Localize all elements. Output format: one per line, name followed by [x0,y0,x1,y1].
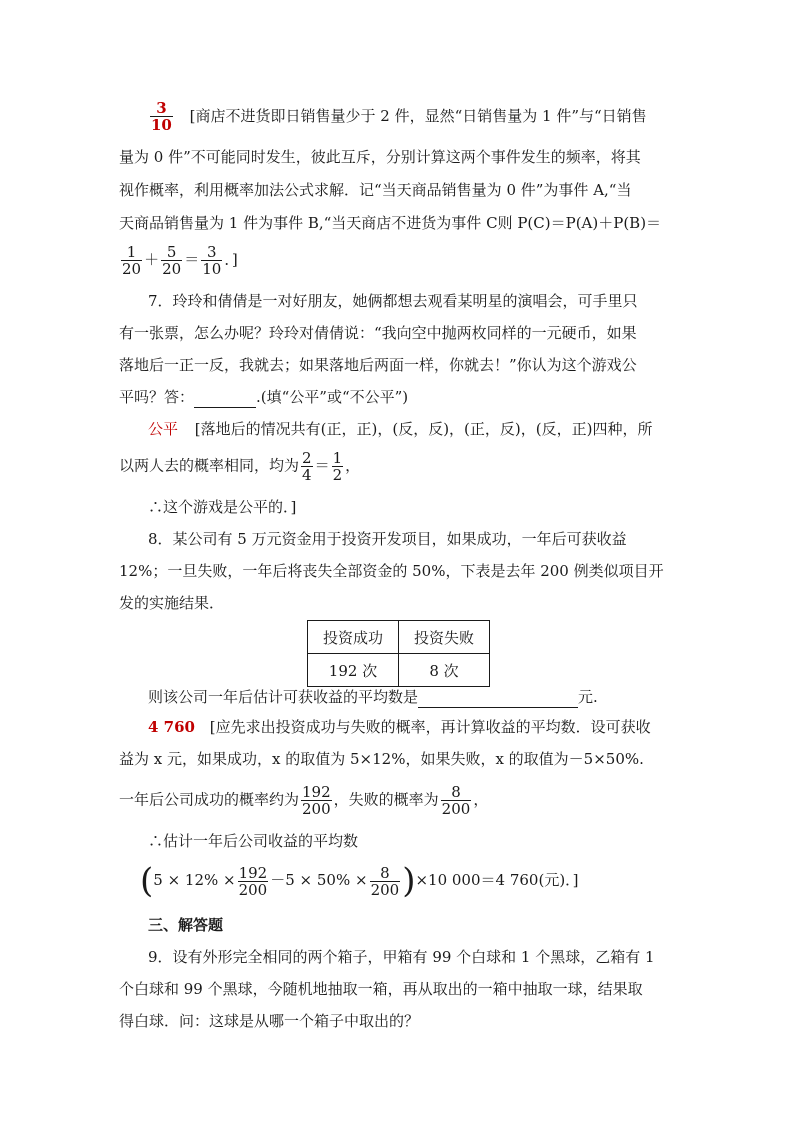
q8-explanation-line: 一年后公司成功的概率约为 $\frac{192}{200}$ ，失败的概率为 $\frac{8}{200}$ ， [119,783,489,818]
q6-explanation-line: 视作概率，利用概率加法公式求解．记“当天商品销售量为 0 件”为事件 A,“当 [119,181,632,199]
q9-question-line: 得白球．问：这球是从哪一个箱子中取出的？ [119,1012,420,1030]
answer-blank[interactable] [418,689,578,708]
section-title: 三、解答题 [148,916,224,934]
left-paren: ( [140,861,154,901]
q8-answer-line: 4 760 [应先求出投资成功与失败的概率，再计算收益的平均数．设可获收 [148,718,651,736]
fraction: $\frac{2}{4}$ [302,449,312,484]
q6-explanation-line: 天商品销售量为 1 件为事件 B,“当天商店不进货为事件 C则 P(C)＝P(A)＋P(B)＝ [119,214,662,232]
table-cell-failure: 8 次 [399,654,490,687]
q8-explanation-line: ∴估计一年后公司收益的平均数 [148,832,359,850]
q7-question-line: 有一张票，怎么办呢？玲玲对倩倩说：“我向空中抛两枚同样的一元硬币，如果 [119,324,637,342]
q6-explanation-line: 量为 0 件”不可能同时发生，彼此互斥，分别计算这两个事件发生的频率，将其 [119,148,641,166]
q7-explanation-line: 以两人去的概率相同，均为 $\frac{2}{4}$ ＝ $\frac{1}{2}$ ， [119,449,361,484]
fraction: $\frac{8}{200}$ [370,863,400,899]
q7-conclusion: ∴这个游戏是公平的．] [148,498,297,516]
right-paren: ) [402,861,416,901]
q7-question-line: 平吗？答： .(填“公平”或“不公平”) [119,388,409,406]
q9-question-line: 个白球和 99 个黑球，今随机地抽取一箱，再从取出的一箱中抽取一球，结果取 [119,980,643,998]
q8-question-line: 12%；一旦失败，一年后将丧失全部资金的 50%，下表是去年 200 例类似项目开 [119,562,664,580]
q7-answer-line: 公平 [落地后的情况共有(正，正)，(反，反)，(正，反)，(反，正)四种，所 [148,420,653,438]
q8-question-line: 8．某公司有 5 万元资金用于投资开发项目，如果成功，一年后可获收益 [148,530,627,548]
q6-explanation-line: [商店不进货即日销售量少于 2 件，显然“日销售量为 1 件”与“日销售 [189,106,647,125]
q8-explanation-line: 益为 x 元，如果成功，x 的取值为 5×12%，如果失败，x 的取值为－5×50%. [119,750,644,768]
fraction: $\frac{8}{200}$ [441,783,471,818]
fraction: $\frac{1}{20}$ [122,243,142,278]
q7-question-line: 7．玲玲和倩倩是一对好朋友，她俩都想去观看某明星的演唱会，可手里只 [148,292,638,310]
q7-answer: 公平 [148,420,179,438]
fraction: $\frac{5}{20}$ [162,243,182,278]
q8-formula-line: (5 × 12% × $\frac{192}{200}$ －5 × 50% × $\frac{8}{200}$ )×10 000＝4 760(元)．] [140,861,579,901]
q6-answer-fraction: $\frac{3}{10}$ [151,99,172,134]
q8-question-line: 则该公司一年后估计可获收益的平均数是 元. [148,688,598,706]
q9-question-line: 9．设有外形完全相同的两个箱子，甲箱有 99 个白球和 1 个黑球，乙箱有 1 [148,948,655,966]
fraction: $\frac{192}{200}$ [302,783,331,818]
fraction: $\frac{1}{2}$ [332,449,343,484]
answer-blank[interactable] [194,389,256,408]
q6-first-line [148,100,647,133]
q6-formula-line: $\frac{1}{20}$ ＋ $\frac{5}{20}$ ＝ $\frac{3}{10}$ ．] [122,243,238,278]
q8-question-line: 发的实施结果． [119,594,225,612]
table-row [308,654,490,687]
result-table [307,620,490,687]
fraction: $\frac{192}{200}$ [238,863,268,899]
table-header-success: 投资成功 [308,621,399,654]
table-cell-success: 192 次 [308,654,399,687]
q8-answer: 4 760 [148,718,195,736]
table-header-failure: 投资失败 [399,621,490,654]
q7-question-line: 落地后一正一反，我就去；如果落地后两面一样，你就去！”你认为这个游戏公 [119,356,637,374]
table-row [308,621,490,654]
fraction: $\frac{3}{10}$ [202,243,222,278]
